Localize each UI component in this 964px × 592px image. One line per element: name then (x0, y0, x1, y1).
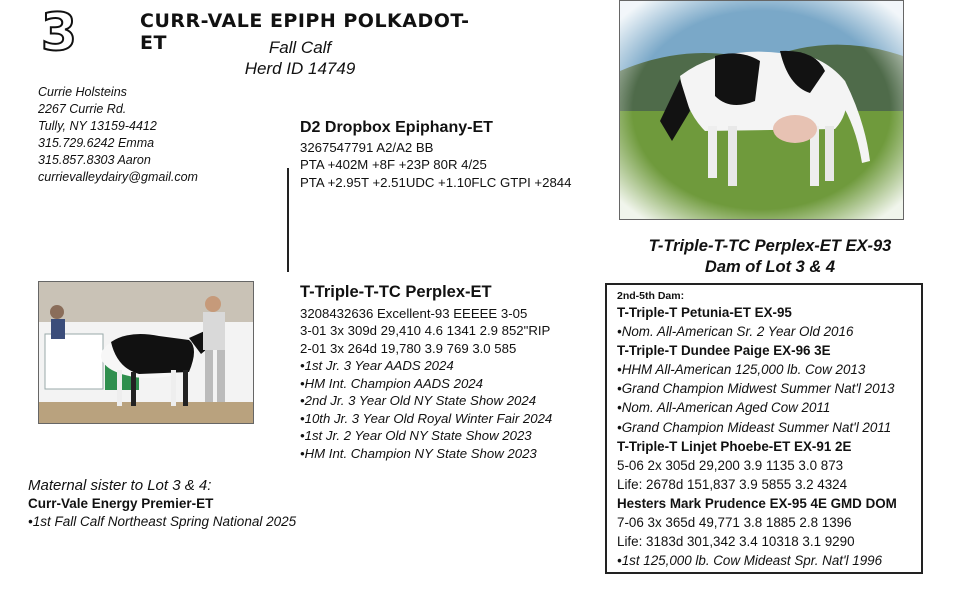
consignor-street: 2267 Currie Rd. (38, 102, 127, 116)
dam-honor: •10th Jr. 3 Year Old Royal Winter Fair 2024 (300, 410, 553, 426)
pedigree-line: 5-06 2x 305d 29,200 3.9 1135 3.0 873 (617, 457, 844, 473)
consignor-phone-2: 315.857.8303 Aaron (38, 153, 151, 167)
sire-line: PTA +402M +8F +23P 80R 4/25 (300, 157, 487, 172)
pedigree-line: T-Triple-T Dundee Paige EX-96 3E (617, 343, 831, 359)
calf-photo (38, 281, 254, 424)
pedigree-connector-line (287, 168, 289, 272)
dam-honor: •2nd Jr. 3 Year Old NY State Show 2024 (300, 393, 537, 408)
lot-number: 3 (40, 6, 78, 54)
animal-class: Fall Calf (268, 38, 332, 57)
dam-honor: •1st Jr. 3 Year AADS 2024 (300, 358, 454, 373)
maternal-sister-name: Curr-Vale Energy Premier-ET (28, 496, 214, 511)
pedigree-line: •1st 125,000 lb. Cow Mideast Spr. Nat'l 1996 (617, 553, 883, 569)
dam-caption-name: T-Triple-T-TC Perplex-ET EX-93 (648, 237, 892, 255)
dam-line: 2-01 3x 264d 19,780 3.9 769 3.0 585 (300, 340, 517, 356)
pedigree-box-label: 2nd-5th Dam: (617, 290, 685, 302)
pedigree-box (605, 283, 923, 574)
lot-number-logo (38, 6, 80, 54)
maternal-sister-block (28, 477, 296, 531)
pedigree-line: T-Triple-T Petunia-ET EX-95 (617, 305, 792, 320)
consignor-phone-1: 315.729.6242 Emma (38, 136, 155, 150)
consignor-city: Tully, NY 13159-4412 (38, 119, 157, 133)
dam-honor: •1st Jr. 2 Year Old NY State Show 2023 (300, 428, 532, 443)
dam-honor: •HM Int. Champion AADS 2024 (300, 375, 483, 391)
dam-photo (619, 0, 904, 220)
sire-name: D2 Dropbox Epiphany-ET (300, 119, 493, 136)
pedigree-line: Life: 2678d 151,837 3.9 5855 3.2 4324 (617, 476, 848, 492)
dam-caption (610, 236, 930, 278)
sire-block (300, 119, 571, 191)
sire-line: 3267547791 A2/A2 BB (300, 139, 434, 155)
pedigree-line: •HHM All-American 125,000 lb. Cow 2013 (617, 362, 866, 378)
pedigree-line: •Nom. All-American Sr. 2 Year Old 2016 (617, 324, 854, 340)
maternal-heading: Maternal sister to Lot 3 & 4: (28, 477, 212, 494)
dam-name: T-Triple-T-TC Perplex-ET (300, 283, 492, 301)
pedigree-line: 7-06 3x 365d 49,771 3.8 1885 2.8 1396 (617, 515, 852, 531)
pedigree-line: •Nom. All-American Aged Cow 2011 (617, 400, 831, 416)
pedigree-line: Life: 3183d 301,342 3.4 10318 3.1 9290 (617, 534, 855, 550)
pedigree-line: Hesters Mark Prudence EX-95 4E GMD DOM (617, 495, 897, 511)
consignor-email: currievalleydairy@gmail.com (38, 170, 198, 184)
dam-line: 3208432636 Excellent-93 EEEEE 3-05 (300, 305, 528, 321)
herd-id: Herd ID 14749 (244, 59, 356, 78)
dam-block (300, 284, 552, 462)
sire-line: PTA +2.95T +2.51UDC +1.10FLC GTPI +2844 (300, 174, 572, 190)
pedigree-line: T-Triple-T Linjet Phoebe-ET EX-91 2E (617, 438, 852, 454)
dam-line: 3-01 3x 309d 29,410 4.6 1341 2.9 852"RIP (300, 323, 551, 338)
dam-honor: •HM Int. Champion NY State Show 2023 (300, 445, 537, 461)
maternal-sister-note: •1st Fall Calf Northeast Spring National 2025 (28, 514, 297, 529)
dam-caption-sub: Dam of Lot 3 & 4 (704, 258, 836, 276)
animal-class-block (200, 37, 400, 79)
pedigree-line: •Grand Champion Mideast Summer Nat'l 2011 (617, 419, 892, 435)
consignor-contact (38, 84, 198, 186)
pedigree-line: •Grand Champion Midwest Summer Nat'l 2013 (617, 381, 895, 397)
consignor-name: Currie Holsteins (38, 85, 127, 99)
animal-name: CURR-VALE EPIPH POLKADOT-ET (140, 10, 470, 54)
